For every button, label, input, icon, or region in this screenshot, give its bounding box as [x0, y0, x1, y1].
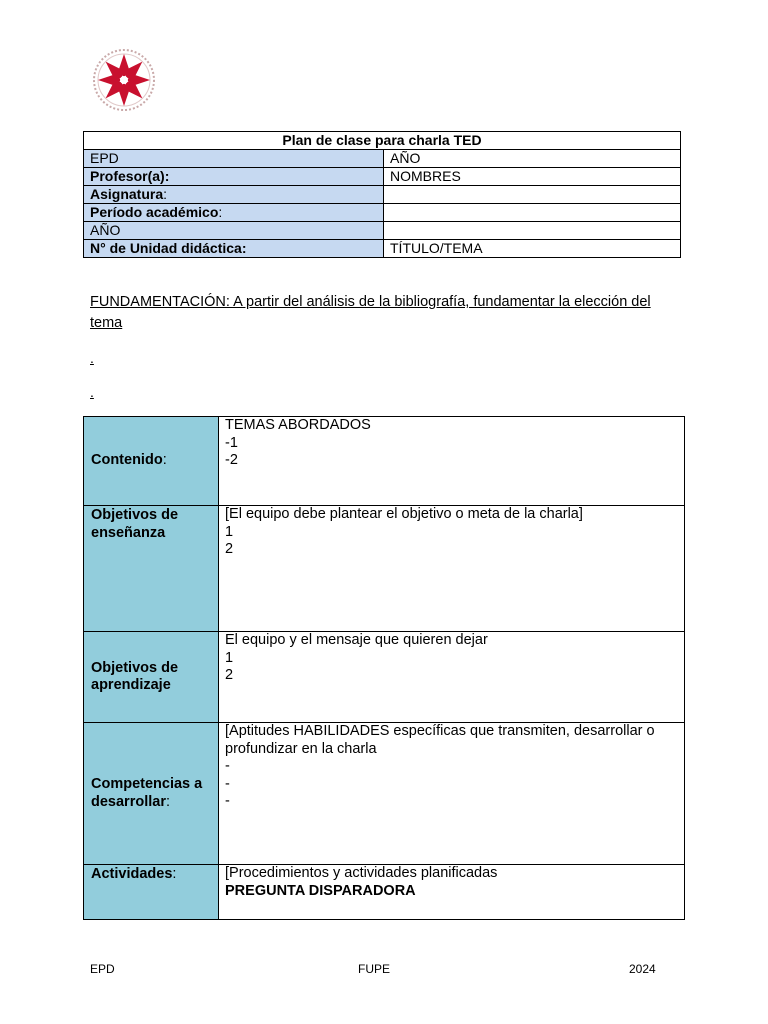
row-label-ano [84, 222, 384, 240]
label-text: AÑO [90, 222, 121, 238]
row-label-unidad [84, 240, 384, 258]
lesson-plan-table [83, 416, 685, 920]
placeholder-dot: . [90, 384, 94, 400]
row-value-epd: AÑO [384, 150, 681, 168]
plan-row-objetivos-ensenanza [84, 506, 685, 632]
plan-row-actividades [84, 865, 685, 920]
objetivos-ensenanza-line: 2 [225, 541, 234, 557]
class-info-row [84, 168, 681, 186]
label-text: Contenido [91, 452, 163, 469]
pregunta-disparadora: PREGUNTA DISPARADORA [225, 882, 416, 899]
objetivos-ensenanza-label: Objetivos de enseñanza [84, 506, 219, 632]
footer-center: FUPE [358, 962, 391, 976]
objetivos-aprendizaje-line: 2 [225, 667, 234, 683]
objetivos-aprendizaje-cell [219, 632, 685, 723]
label-text: Competencias a desarrollar [91, 776, 203, 810]
class-info-row [84, 186, 681, 204]
label-suffix: : [164, 168, 170, 184]
class-info-title-row [84, 132, 681, 150]
competencias-label [84, 723, 219, 865]
objetivos-aprendizaje-line: El equipo y el mensaje que quieren dejar [225, 632, 488, 648]
class-info-table [83, 131, 681, 258]
competencias-line: [Aptitudes HABILIDADES específicas que transmiten, desarrollar o profundizar en la charla [225, 723, 655, 757]
contenido-line: TEMAS ABORDADOS [225, 417, 371, 433]
row-value-ano [384, 222, 681, 240]
competencias-line: - [225, 793, 230, 809]
plan-row-objetivos-aprendizaje [84, 632, 685, 723]
class-info-row [84, 150, 681, 168]
fundamentacion-text: FUNDAMENTACIÓN: A partir del análisis de la bibliografía, fundamentar la elección del tema [90, 294, 651, 331]
objetivos-ensenanza-line: [El equipo debe plantear el objetivo o meta de la charla] [225, 506, 583, 522]
competencias-line: - [225, 758, 230, 774]
plan-row-contenido [84, 417, 685, 506]
competencias-line: - [225, 775, 230, 792]
label-text: Período académico [90, 204, 219, 220]
contenido-line: -1 [225, 434, 238, 451]
actividades-cell [219, 865, 685, 920]
class-plan-title: Plan de clase para charla TED [84, 132, 681, 150]
contenido-label [84, 417, 219, 506]
row-value-unidad: TÍTULO/TEMA [384, 240, 681, 258]
plan-row-competencias [84, 723, 685, 865]
label-suffix: : [172, 866, 177, 882]
row-value-asignatura [384, 186, 681, 204]
label-text: N° de Unidad didáctica: [90, 240, 247, 256]
competencias-cell [219, 723, 685, 865]
fundamentacion-paragraph [90, 292, 682, 334]
class-info-row [84, 204, 681, 222]
placeholder-dot: . [90, 350, 94, 366]
label-text: EPD [90, 150, 119, 166]
objetivos-aprendizaje-label: Objetivos de aprendizaje [84, 632, 219, 723]
label-text: Actividades [91, 866, 173, 882]
contenido-cell [219, 417, 685, 506]
label-suffix: : [162, 452, 167, 469]
footer-left: EPD [90, 962, 115, 976]
row-label-asignatura [84, 186, 384, 204]
row-label-periodo [84, 204, 384, 222]
row-value-periodo [384, 204, 681, 222]
label-suffix: : [218, 204, 223, 220]
row-label-profesor [84, 168, 384, 186]
objetivos-ensenanza-line: 1 [225, 523, 234, 540]
objetivos-ensenanza-cell [219, 506, 685, 632]
label-suffix: : [163, 186, 168, 202]
label-suffix: : [165, 793, 170, 810]
footer-right: 2024 [629, 962, 656, 976]
label-text: Asignatura [90, 186, 164, 202]
label-text: Profesor(a) [90, 168, 165, 184]
objetivos-aprendizaje-line: 1 [225, 649, 234, 666]
actividades-line: [Procedimientos y actividades planificadas [225, 865, 498, 881]
class-info-row [84, 240, 681, 258]
row-label-epd [84, 150, 384, 168]
contenido-line: -2 [225, 452, 238, 468]
actividades-label [84, 865, 219, 920]
institution-seal-logo [92, 48, 156, 112]
row-value-profesor: NOMBRES [384, 168, 681, 186]
class-info-row [84, 222, 681, 240]
